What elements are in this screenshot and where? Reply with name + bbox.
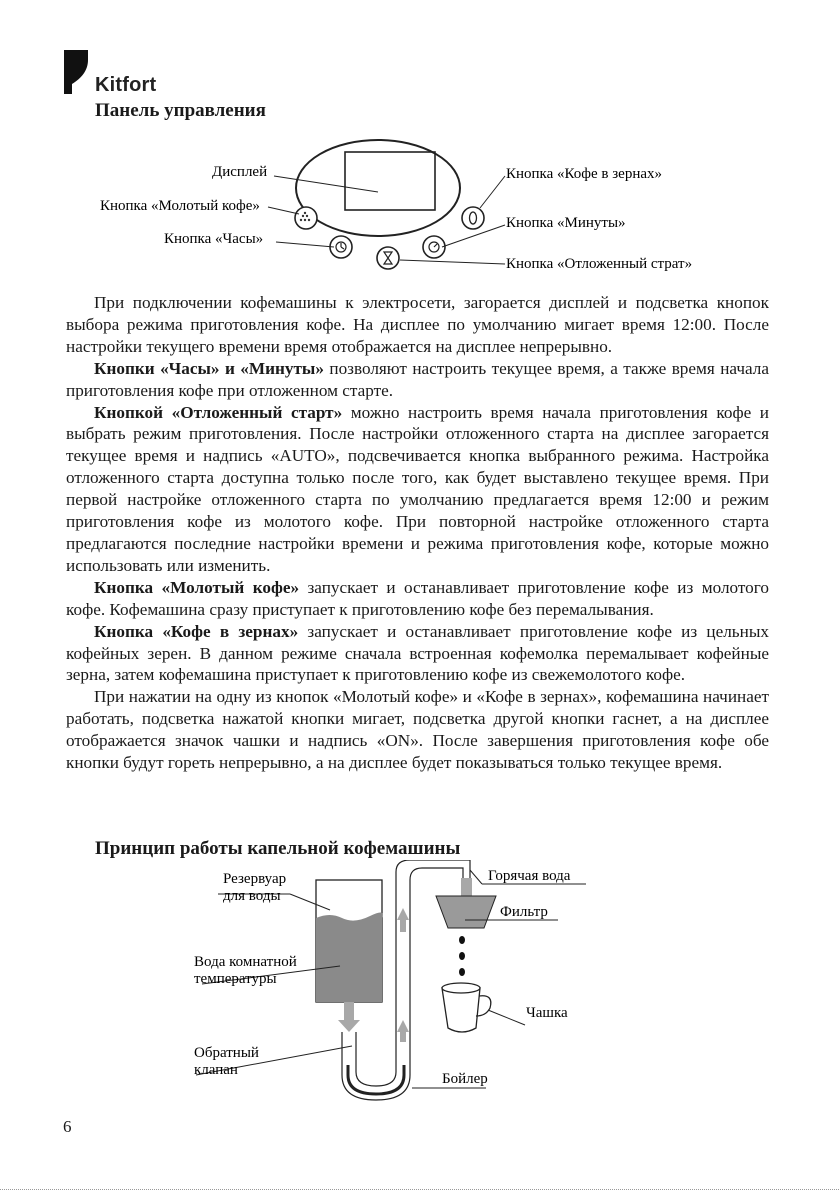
label-beans: Кнопка «Кофе в зернах»	[506, 166, 663, 182]
section-title-drip: Принцип работы капельной кофемашины	[95, 838, 461, 859]
paragraph: Кнопки «Часы» и «Минуты» позволяют настроить текущее время, а также время начала приготовления кофе при отложенном старте.	[66, 358, 770, 400]
display-screen	[345, 152, 435, 210]
label-ground-coffee: Кнопка «Молотый кофе»	[100, 198, 260, 214]
label-filter: Фильтр	[500, 904, 548, 920]
brand-name: Kitfort	[95, 74, 157, 96]
up-arrow	[397, 908, 409, 932]
paragraph: Кнопка «Молотый кофе» запускает и останавливает приготовление кофе из молотого кофе. Кофемашина сразу приступает к приготовлению кофе без перемалывания.	[66, 577, 769, 619]
paragraph: При подключении кофемашины к электросети, загорается дисплей и подсветка кнопок выбора режима приготовления кофе. На дисплее по умолчанию мигает время 12:00. После настройки текущего времени время отображается на дисплее непрерывно.	[66, 293, 769, 356]
label-hot-water: Горячая вода	[488, 868, 571, 884]
page-edge-divider	[0, 1189, 839, 1190]
control-panel-diagram	[90, 130, 740, 280]
label-minutes: Кнопка «Минуты»	[506, 215, 626, 231]
paragraph: Кнопка «Кофе в зернах» запускает и останавливает приготовление кофе из цельных кофейных зерен. В данном режиме сначала встроенная кофемолка перемалывает кофейные зерна, затем кофемашина приступает к приготовлению кофе из свежемолотого кофе.	[66, 621, 769, 685]
cup-icon	[442, 983, 491, 1032]
instructions-text	[66, 292, 769, 774]
ground-coffee-button	[295, 207, 317, 229]
label-valve: клапан	[194, 1062, 238, 1078]
label-reservoir: Резервуар	[223, 871, 287, 887]
page-number: 6	[63, 1117, 72, 1136]
label-valve: Обратный	[194, 1045, 259, 1061]
coffee-drops	[459, 936, 465, 976]
up-arrow	[397, 1020, 409, 1042]
label-delay-start: Кнопка «Отложенный страт»	[506, 256, 693, 272]
label-water: Вода комнатной	[194, 954, 297, 970]
label-boiler: Бойлер	[442, 1071, 488, 1087]
label-clock: Кнопка «Часы»	[164, 231, 264, 247]
label-cup: Чашка	[526, 1005, 568, 1021]
drip-principle-diagram	[180, 860, 630, 1115]
label-reservoir: для воды	[223, 888, 281, 904]
paragraph: При нажатии на одну из кнопок «Молотый кофе» и «Кофе в зернах», кофемашина начинает работать, подсветка нажатой кнопки мигает, подсветка другой кнопки гаснет, а на дисплее отображается значок чашки и надпись «ON». После завершения приготовления кофе обе кнопки будут гореть непрерывно, а на дисплее будет показываться только текущее время.	[66, 687, 769, 773]
section-title: Панель управления	[95, 100, 266, 121]
beans-button	[462, 207, 484, 229]
label-water: температуры	[194, 971, 277, 987]
label-display: Дисплей	[212, 164, 268, 180]
paragraph: Кнопкой «Отложенный старт» можно настроить время начала приготовления кофе и выбрать режим приготовления. После настройки отложенного старта на дисплее загорается текущее время и надпись «AUTO», подсвечивается кнопка выбранного режима. Настройка отложенного старта доступна только после того, как будет выставлено текущее время. При первой настройке отложенного старта по умолчанию предлагается время 12:00 и режим приготовления кофе из молотого кофе. При повторной настройке отложенного старта предлагаются последние настройки времени и режима приготовления кофе, которые можно использовать или изменить.	[66, 402, 769, 575]
down-arrow	[338, 1002, 360, 1032]
filter	[436, 896, 496, 928]
room-temp-water	[316, 912, 383, 1002]
